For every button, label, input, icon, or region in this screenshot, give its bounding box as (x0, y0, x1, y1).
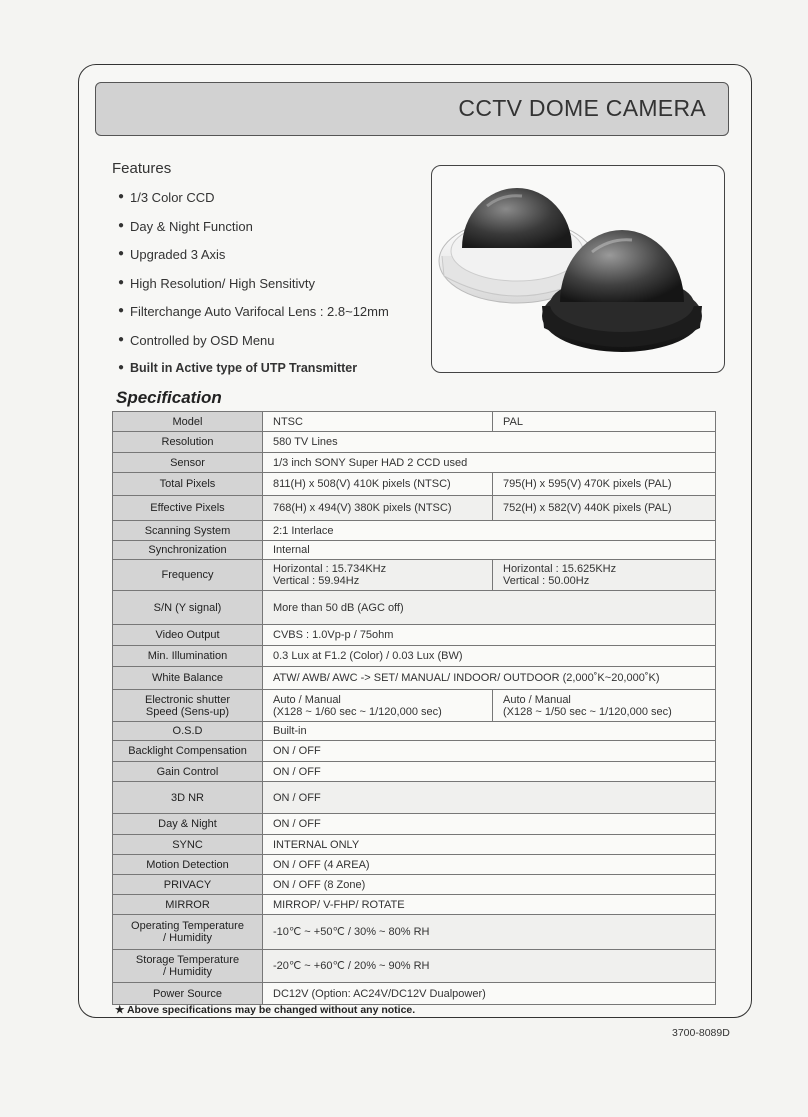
ntsc-header: NTSC (263, 412, 493, 432)
table-row (113, 875, 716, 895)
row-value: -20℃ ~ +60℃ / 20% ~ 90% RH (263, 950, 716, 983)
row-label: 3D NR (113, 782, 263, 814)
table-row (113, 496, 716, 521)
row-value: DC12V (Option: AC24V/DC12V Dualpower) (263, 983, 716, 1005)
row-label: Electronic shutter Speed (Sens-up) (113, 690, 263, 722)
pal-value: Horizontal : 15.625KHz Vertical : 50.00Hz (493, 560, 716, 591)
row-label: Scanning System (113, 521, 263, 541)
list-item: ● 1/3 Color CCD (118, 190, 215, 205)
ntsc-value: Auto / Manual (X128 ~ 1/60 sec ~ 1/120,000 sec) (263, 690, 493, 722)
table-row (113, 983, 716, 1005)
list-item: ● High Resolution/ High Sensitivty (118, 275, 315, 291)
row-label: Resolution (113, 432, 263, 453)
row-label: Storage Temperature / Humidity (113, 950, 263, 983)
row-label: Operating Temperature / Humidity (113, 915, 263, 950)
row-label: Power Source (113, 983, 263, 1005)
row-label: Total Pixels (113, 473, 263, 496)
table-row (113, 473, 716, 496)
row-value: 580 TV Lines (263, 432, 716, 453)
page-title: CCTV DOME CAMERA (458, 95, 706, 121)
table-row (113, 646, 716, 667)
ntsc-value: Horizontal : 15.734KHz Vertical : 59.94Hz (263, 560, 493, 591)
features-list (118, 190, 389, 390)
bullet-icon: ● (118, 248, 125, 259)
bullet-icon: ● (118, 276, 125, 288)
table-row (113, 855, 716, 875)
table-row (113, 521, 716, 541)
table-row (113, 667, 716, 690)
list-item: ● Built in Active type of UTP Transmitter (118, 361, 358, 375)
specification-heading: Specification (116, 388, 222, 407)
row-value: -10℃ ~ +50℃ / 30% ~ 80% RH (263, 915, 716, 950)
table-row (113, 432, 716, 453)
ntsc-value: 811(H) x 508(V) 410K pixels (NTSC) (263, 473, 493, 496)
row-label: S/N (Y signal) (113, 591, 263, 625)
row-label: O.S.D (113, 722, 263, 741)
list-item: ● Upgraded 3 Axis (118, 247, 226, 262)
table-row (113, 541, 716, 560)
table-row (113, 915, 716, 950)
ntsc-value: 768(H) x 494(V) 380K pixels (NTSC) (263, 496, 493, 521)
spec-table (112, 411, 716, 1005)
table-row (113, 741, 716, 762)
row-value: ON / OFF (263, 741, 716, 762)
document-number: 3700-8089D (672, 1027, 730, 1039)
row-value: INTERNAL ONLY (263, 835, 716, 855)
pal-header: PAL (493, 412, 716, 432)
row-label: Video Output (113, 625, 263, 646)
row-label: Effective Pixels (113, 496, 263, 521)
row-value: 0.3 Lux at F1.2 (Color) / 0.03 Lux (BW) (263, 646, 716, 667)
pal-value: 752(H) x 582(V) 440K pixels (PAL) (493, 496, 716, 521)
bullet-icon: ● (118, 305, 125, 316)
row-label: White Balance (113, 667, 263, 690)
pal-value: 795(H) x 595(V) 470K pixels (PAL) (493, 473, 716, 496)
table-row (113, 814, 716, 835)
row-value: 1/3 inch SONY Super HAD 2 CCD used (263, 453, 716, 473)
list-item: ● Filterchange Auto Varifocal Lens : 2.8~12mm (118, 304, 389, 319)
bullet-icon: ● (118, 219, 125, 231)
row-label: PRIVACY (113, 875, 263, 895)
row-label: Frequency (113, 560, 263, 591)
row-value: CVBS : 1.0Vp-p / 75ohm (263, 625, 716, 646)
product-photo (431, 165, 725, 373)
row-value: Built-in (263, 722, 716, 741)
row-label: Motion Detection (113, 855, 263, 875)
row-value: ON / OFF (263, 814, 716, 835)
row-label: Model (113, 412, 263, 432)
table-row (113, 895, 716, 915)
table-row (113, 560, 716, 591)
list-item: ● Day & Night Function (118, 218, 253, 234)
row-label: Day & Night (113, 814, 263, 835)
table-row (113, 591, 716, 625)
row-value: ON / OFF (4 AREA) (263, 855, 716, 875)
row-value: Internal (263, 541, 716, 560)
bullet-icon: ● (118, 333, 125, 345)
table-row (113, 782, 716, 814)
table-row (113, 835, 716, 855)
list-item: ● Controlled by OSD Menu (118, 332, 275, 348)
table-row (113, 412, 716, 432)
row-label: Min. Illumination (113, 646, 263, 667)
row-value: 2:1 Interlace (263, 521, 716, 541)
row-value: ON / OFF (8 Zone) (263, 875, 716, 895)
table-row (113, 625, 716, 646)
row-value: ATW/ AWB/ AWC -> SET/ MANUAL/ INDOOR/ OUTDOOR (2,000˚K~20,000˚K) (263, 667, 716, 690)
title-banner (95, 82, 729, 136)
bullet-icon: ● (118, 362, 125, 373)
bullet-icon: ● (118, 191, 125, 202)
table-row (113, 722, 716, 741)
row-value: ON / OFF (263, 782, 716, 814)
row-value: More than 50 dB (AGC off) (263, 591, 716, 625)
table-row (113, 950, 716, 983)
pal-value: Auto / Manual (X128 ~ 1/50 sec ~ 1/120,000 sec) (493, 690, 716, 722)
row-label: Sensor (113, 453, 263, 473)
row-label: Backlight Compensation (113, 741, 263, 762)
dome-camera-image (432, 166, 724, 372)
row-label: MIRROR (113, 895, 263, 915)
row-value: MIRROP/ V-FHP/ ROTATE (263, 895, 716, 915)
table-row (113, 453, 716, 473)
row-label: Synchronization (113, 541, 263, 560)
features-heading: Features (112, 160, 172, 177)
row-label: Gain Control (113, 762, 263, 782)
row-label: SYNC (113, 835, 263, 855)
disclaimer-note: ★ Above specifications may be changed without any notice. (115, 1004, 416, 1016)
table-row (113, 690, 716, 722)
table-row (113, 762, 716, 782)
row-value: ON / OFF (263, 762, 716, 782)
